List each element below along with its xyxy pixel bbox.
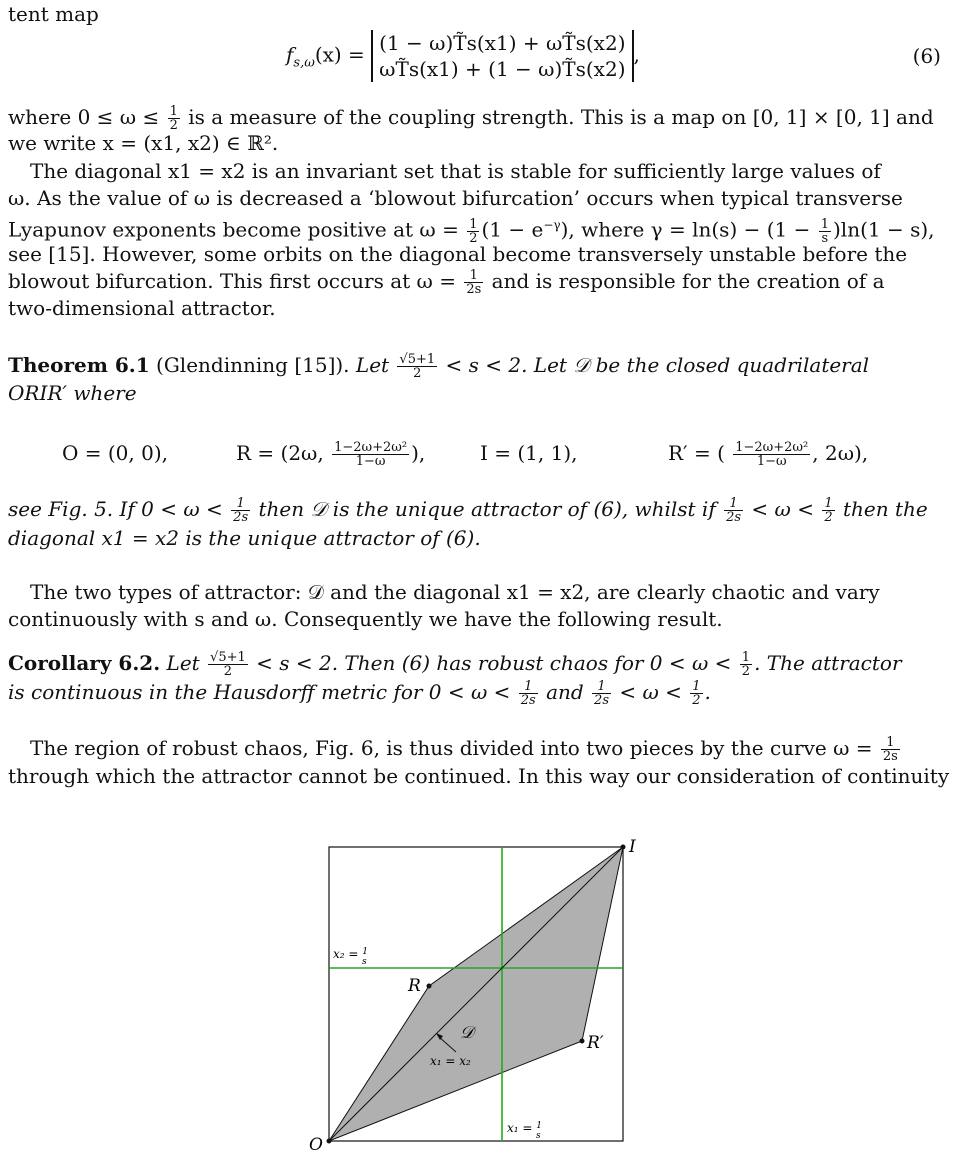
theorem-point-R <box>236 441 425 468</box>
frac-num: √5+1 <box>210 650 246 665</box>
p2-line6: two-dimensional attractor. <box>8 296 276 320</box>
label-R: R <box>408 976 421 996</box>
corollary-l1-c: . The attractor <box>754 651 902 675</box>
eq6-row1: (1 − ω)T̃s(x1) + ωT̃s(x2) <box>379 31 626 55</box>
theorem-line4: diagonal x1 = x2 is the unique attractor of (6). <box>8 526 481 550</box>
frac-1-2s-c <box>519 680 538 707</box>
p4-line1 <box>30 736 902 763</box>
top-fragment: tent map <box>8 2 99 26</box>
p2-line3 <box>8 213 935 245</box>
frac-1-2s-d <box>592 680 611 707</box>
frac-num: 1 <box>820 216 829 232</box>
point-R-a: R = (2ω, <box>236 441 324 465</box>
frac-one-over-2s <box>464 269 483 296</box>
eq6-lhs-sub: s,ω <box>293 55 315 71</box>
label-x2-num: 1 <box>362 947 368 957</box>
frac-num: 1 <box>169 104 178 119</box>
frac-num: 1 <box>464 269 483 283</box>
frac-den: s <box>821 230 829 246</box>
theorem-point-Rp <box>668 441 868 468</box>
frac-half <box>168 105 180 132</box>
frac-half-3 <box>822 497 834 524</box>
frac-den: 2s <box>726 510 742 525</box>
label-D: 𝒟 <box>460 1023 474 1043</box>
frac-Rp <box>733 441 810 468</box>
eq6-trail: , <box>633 42 640 67</box>
p2-l5-b: and is responsible for the creation of a <box>491 269 885 293</box>
p2-line2: ω. As the value of ω is decreased a ‘blowout bifurcation’ occurs when typical transverse <box>8 186 903 210</box>
theorem-l3-c: < ω < <box>751 497 814 521</box>
theorem-line2: ORIR′ where <box>8 381 137 405</box>
label-O: O <box>309 1135 323 1155</box>
p2-line4: see [15]. However, some orbits on the diagonal become transversely unstable before the <box>8 242 908 266</box>
label-I: I <box>629 837 636 857</box>
frac-sqrt5-2 <box>208 651 248 678</box>
p2-l3-c: −γ <box>543 218 561 232</box>
frac-num: 1 <box>469 216 478 232</box>
theorem-line3 <box>8 497 928 524</box>
p2-l3-d: ), where γ = ln(s) − (1 − <box>560 217 811 242</box>
label-x2-text: x₂ = <box>333 947 363 961</box>
frac-half-2 <box>467 218 479 245</box>
p2-l5-a: blowout bifurcation. This first occurs at ω = <box>8 269 456 293</box>
label-x1-num: 1 <box>536 1121 542 1131</box>
theorem-l3-d: then the <box>842 497 928 521</box>
label-diag: x₁ = x₂ <box>430 1054 471 1068</box>
p4-line2: through which the attractor cannot be continued. In this way our consideration of continuity <box>8 764 950 788</box>
theorem-l1-a: Let <box>355 353 390 377</box>
frac-num: 1−2ω+2ω² <box>735 440 809 455</box>
corollary-line2 <box>8 680 711 707</box>
frac-half-4 <box>740 651 752 678</box>
p4-l1-a: The region of robust chaos, Fig. 6, is thus divided into two pieces by the curve ω = <box>30 736 873 760</box>
frac-num: 1 <box>724 497 743 511</box>
corollary-line1 <box>8 651 902 678</box>
frac-den: 1−ω <box>355 454 386 469</box>
label-x1-text: x₁ = <box>507 1121 537 1135</box>
frac-num: √5+1 <box>399 352 436 367</box>
frac-num: 1 <box>824 496 833 511</box>
p1-line1 <box>8 105 934 132</box>
theorem-citation: (Glendinning [15]). <box>156 353 350 377</box>
p3-line2: continuously with s and ω. Consequently we have the following result. <box>8 607 723 631</box>
frac-num: 1 <box>592 680 611 694</box>
frac-R <box>332 441 409 468</box>
frac-num: 1 <box>881 736 900 750</box>
frac-half-5 <box>690 680 702 707</box>
frac-sqrt5 <box>397 353 437 380</box>
theorem-point-I: I = (1, 1), <box>480 441 578 465</box>
label-x2 <box>333 947 368 967</box>
equation-6 <box>286 30 640 82</box>
p2-l3-a: Lyapunov exponents become positive at ω = <box>8 217 459 242</box>
eq6-row2: ωT̃s(x1) + (1 − ω)T̃s(x2) <box>379 57 626 81</box>
frac-num: 1−2ω+2ω² <box>334 440 408 455</box>
corollary-l2-a: is continuous in the Hausdorff metric for 0 < ω < <box>8 680 511 704</box>
frac-one-over-s <box>819 218 831 245</box>
corollary-l2-c: < ω < <box>619 680 682 704</box>
eq6-lhs: f <box>286 42 294 67</box>
p2-l3-e: )ln(1 − s), <box>833 217 935 242</box>
frac-den: 2s <box>466 282 482 297</box>
point-Rp <box>580 1039 585 1044</box>
p1-l1-text-b: is a measure of the coupling strength. This is a map on [0, 1] × [0, 1] and <box>188 105 934 129</box>
label-Rp: R′ <box>587 1033 604 1053</box>
frac-den: 2 <box>223 664 233 679</box>
frac-den: 2s <box>594 693 609 708</box>
corollary-l1-a: Let <box>166 651 200 675</box>
point-I <box>621 845 626 850</box>
theorem-heading: Theorem 6.1 <box>8 353 150 377</box>
frac-den: 2 <box>741 664 751 679</box>
point-Rp-b: , 2ω), <box>812 441 869 465</box>
label-x1-den: s <box>536 1131 541 1141</box>
frac-den: 2 <box>169 118 178 133</box>
point-R <box>427 984 432 989</box>
frac-num: 1 <box>692 679 701 694</box>
label-x1 <box>507 1121 542 1141</box>
point-Rp-a: R′ = ( <box>668 441 725 465</box>
p1-l1-text-a: where 0 ≤ ω ≤ <box>8 105 160 129</box>
theorem-point-O: O = (0, 0), <box>62 441 168 465</box>
frac-den: 2s <box>233 510 249 525</box>
frac-num: 1 <box>231 497 250 511</box>
label-x2-den: s <box>362 957 367 967</box>
p2-line5 <box>8 269 885 296</box>
point-O <box>327 1139 332 1144</box>
frac-1-2s-a <box>231 497 250 524</box>
theorem-line1 <box>8 353 869 380</box>
corollary-heading: Corollary 6.2. <box>8 651 161 675</box>
figure-attractor <box>300 830 660 1155</box>
frac-den: 2 <box>469 230 478 246</box>
eq6-matrix <box>371 30 633 82</box>
theorem-l1-b: < s < 2. Let 𝒟 be the closed quadrilateral <box>445 353 870 377</box>
corollary-l2-d: . <box>704 680 711 704</box>
frac-num: 1 <box>519 680 538 694</box>
p2-l3-b: (1 − e <box>481 217 544 242</box>
frac-den: 2 <box>692 693 701 708</box>
theorem-l3-b: then 𝒟 is the unique attractor of (6), whilst if <box>258 497 716 521</box>
frac-den: 2 <box>824 510 833 525</box>
frac-den: 2s <box>520 693 536 708</box>
p3-line1: The two types of attractor: 𝒟 and the diagonal x1 = x2, are clearly chaotic and vary <box>30 580 880 604</box>
corollary-l1-b: < s < 2. Then (6) has robust chaos for 0 < ω < <box>256 651 732 675</box>
frac-1-2s-e <box>881 736 900 763</box>
point-R-b: ), <box>411 441 426 465</box>
p2-line1: The diagonal x1 = x2 is an invariant set that is stable for sufficiently large values of <box>30 159 881 183</box>
frac-den: 1−ω <box>756 454 787 469</box>
p1-line2: we write x = (x1, x2) ∈ ℝ². <box>8 131 279 155</box>
equation-number: (6) <box>912 44 941 68</box>
frac-den: 2 <box>413 366 422 381</box>
frac-1-2s-b <box>724 497 743 524</box>
frac-den: 2s <box>882 749 898 764</box>
eq6-lhs-tail: (x) = <box>314 42 365 67</box>
frac-num: 1 <box>741 650 751 665</box>
corollary-l2-b: and <box>546 680 584 704</box>
theorem-l3-a: see Fig. 5. If 0 < ω < <box>8 497 223 521</box>
